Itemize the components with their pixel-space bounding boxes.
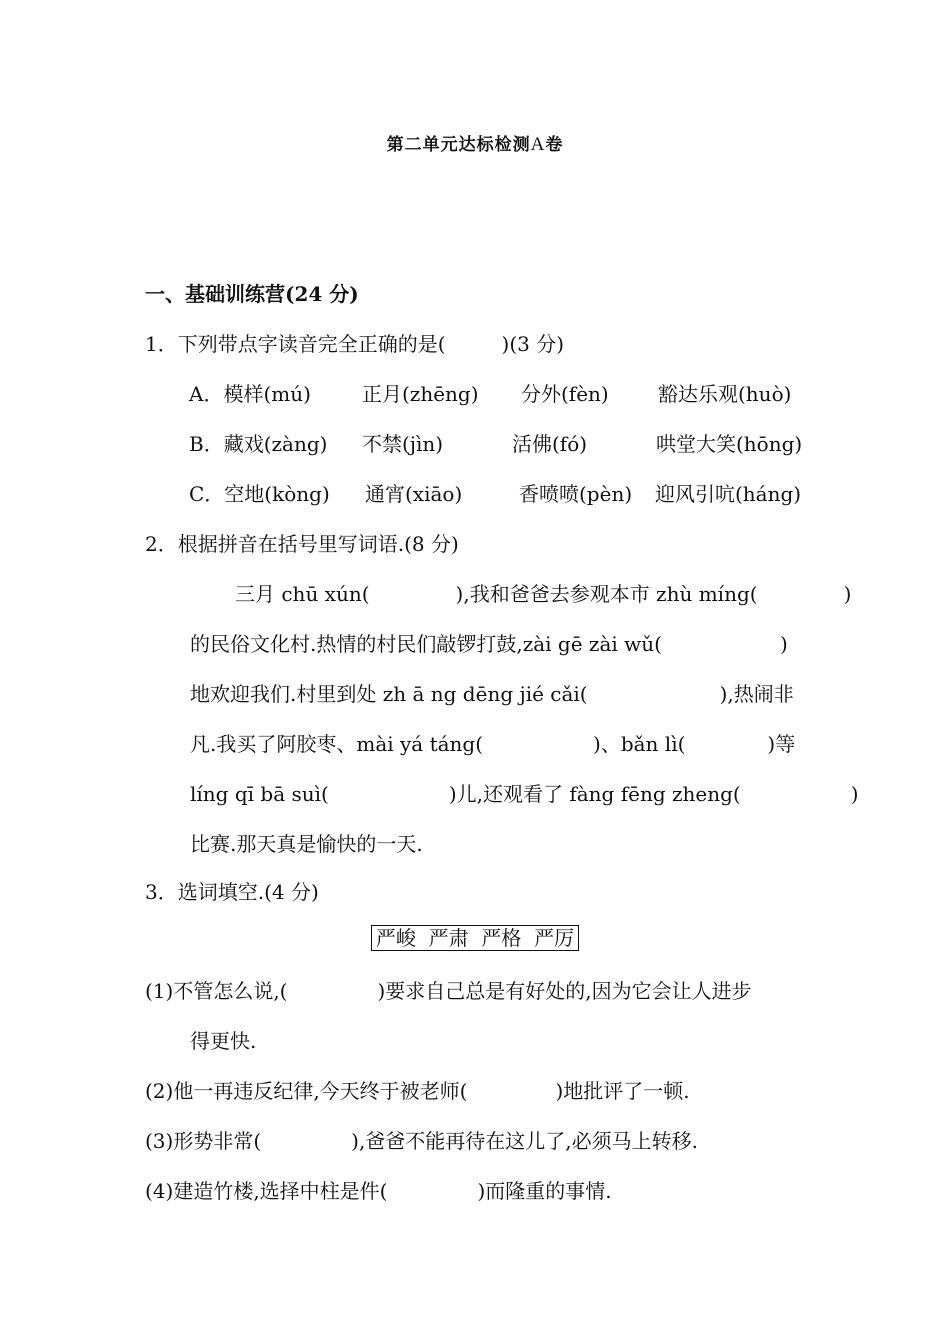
q2-line-3-part1: 地欢迎我们.村里到处 zh ā ng dēng jié cǎi(	[190, 682, 588, 706]
q2-line-6: 比赛.那天真是愉快的一天.	[190, 832, 423, 856]
q2-line-2	[190, 628, 788, 657]
q1-option-a-word2: 正月(zhēng)	[362, 382, 479, 406]
q1-stem-after: )(3 分)	[501, 332, 565, 356]
q1-option-a-word1: A．模样(mú)	[189, 382, 311, 406]
question-2-stem: 2．根据拼音在括号里写词语.(8 分)	[145, 532, 459, 556]
q1-option-b-word3: 活佛(fó)	[512, 432, 588, 456]
q3-item-3-part1: (3)形势非常(	[145, 1129, 262, 1153]
word-bank-box: 严峻 严肃 严格 严厉	[371, 925, 579, 951]
q2-line-4-part1: 凡.我买了阿胶枣、mài yá táng(	[190, 732, 484, 756]
q2-line-3-part2: ),热闹非	[719, 682, 794, 706]
q2-line-5	[190, 778, 859, 807]
title-prefix: 第二单元达标检测	[386, 135, 531, 155]
q1-option-c-word4: 迎风引吭(háng)	[655, 482, 802, 506]
question-3-stem: 3．选词填空.(4 分)	[145, 880, 319, 904]
q3-item-4-part1: (4)建造竹楼,选择中柱是件(	[145, 1179, 388, 1203]
title-suffix: 卷	[545, 135, 564, 155]
q2-line-1-part1: 三月 chū xún(	[235, 582, 370, 606]
title-letter: A	[530, 134, 546, 155]
q1-option-b-word1: B．藏戏(zàng)	[189, 432, 328, 456]
q2-line-5-part2: )儿,还观看了 fàng fēng zheng(	[448, 782, 741, 806]
q1-option-a-word4: 豁达乐观(huò)	[658, 382, 792, 406]
q3-item-1	[145, 975, 752, 1004]
q3-item-2	[145, 1075, 690, 1104]
q2-line-1-part3: )	[843, 582, 852, 606]
q1-option-c-word2: 通宵(xiāo)	[365, 482, 463, 506]
word-bank	[0, 926, 950, 950]
q1-stem-before: 1．下列带点字读音完全正确的是(	[145, 332, 446, 356]
q2-line-4-part2: )、bǎn lì(	[593, 732, 686, 756]
q2-line-2-part1: 的民俗文化村.热情的村民们敲锣打鼓,zài gē zài wǔ(	[190, 632, 662, 656]
q3-item-3	[145, 1125, 698, 1154]
q3-item-2-part1: (2)他一再违反纪律,今天终于被老师(	[145, 1079, 468, 1103]
q2-line-1	[235, 578, 851, 607]
q2-line-2-part2: )	[779, 632, 788, 656]
q1-option-c-word3: 香喷喷(pèn)	[519, 482, 633, 506]
q3-item-1-part1: (1)不管怎么说,(	[145, 979, 288, 1003]
q2-line-1-part2: ),我和爸爸去参观本市 zhù míng(	[455, 582, 758, 606]
q2-line-4-part3: )等	[767, 732, 796, 756]
q2-line-4	[190, 728, 795, 757]
q3-item-4-part2: )而隆重的事情.	[477, 1179, 612, 1203]
page-title	[0, 130, 950, 156]
q3-item-1-continued: 得更快.	[190, 1029, 257, 1053]
q3-item-2-part2: )地批评了一顿.	[555, 1079, 690, 1103]
question-1-stem	[145, 328, 564, 357]
q1-option-a-word3: 分外(fèn)	[521, 382, 609, 406]
q3-item-4	[145, 1175, 612, 1204]
q1-option-b-word2: 不禁(jìn)	[362, 432, 444, 456]
q2-line-5-part1: líng qī bā suì(	[190, 782, 329, 806]
q2-line-5-part3: )	[850, 782, 859, 806]
q2-line-3	[190, 678, 794, 707]
q1-option-b-word4: 哄堂大笑(hōng)	[656, 432, 803, 456]
q3-item-3-part2: ),爸爸不能再待在这儿了,必须马上转移.	[351, 1129, 699, 1153]
q1-option-c-word1: C．空地(kòng)	[189, 482, 330, 506]
section-heading: 一、基础训练营(24 分)	[145, 282, 359, 306]
q3-item-1-part2: )要求自己总是有好处的,因为它会让人进步	[377, 979, 752, 1003]
